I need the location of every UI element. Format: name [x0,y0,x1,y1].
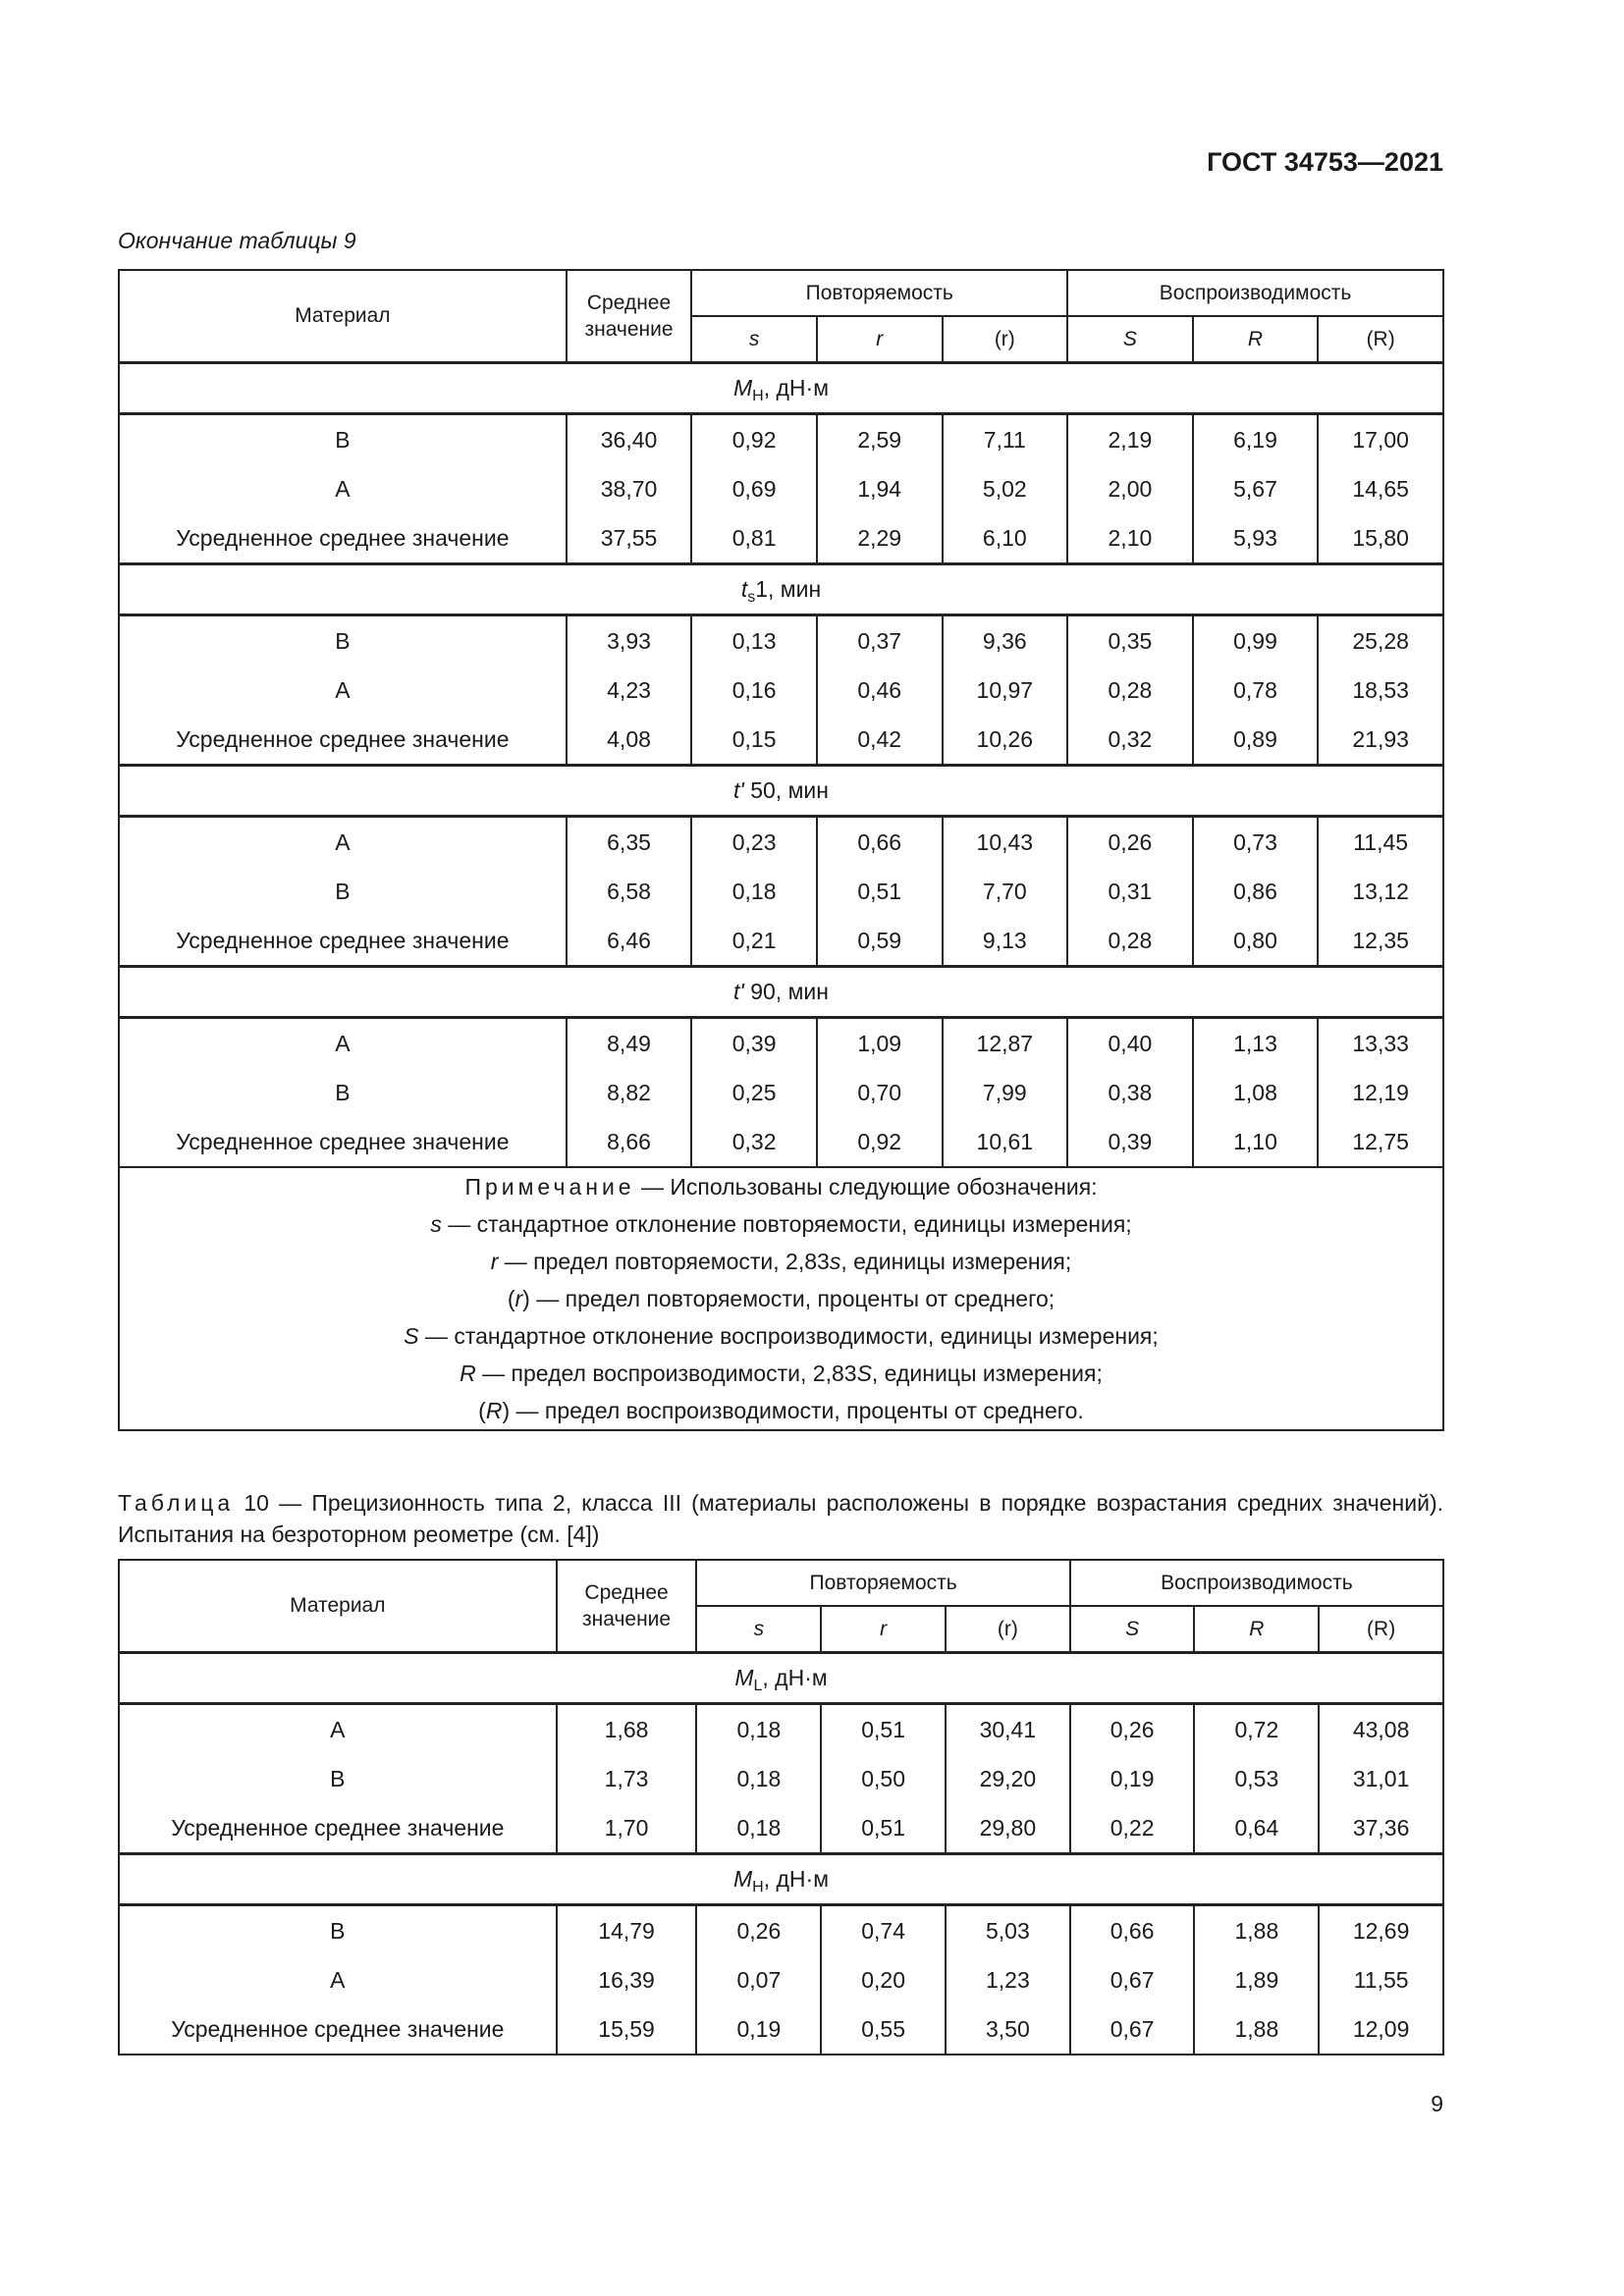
value-cell: 2,00 [1067,464,1193,513]
note-text-2: , единицы измерения; [840,1249,1072,1274]
value-cell: 18,53 [1318,666,1443,715]
value-cell: 12,69 [1319,1905,1443,1956]
value-cell: 0,81 [691,513,817,564]
value-cell: 11,55 [1319,1955,1443,2004]
header-mean [567,270,692,363]
note-line [120,1392,1442,1429]
section-symbol: t' [733,777,744,803]
note-items [120,1205,1442,1429]
value-cell: 0,74 [821,1905,946,1956]
note-line [120,1317,1442,1355]
value-cell: 29,20 [946,1754,1070,1803]
document-code: ГОСТ 34753—2021 [1207,147,1443,177]
value-cell: 0,15 [691,715,817,766]
value-cell: 7,11 [943,414,1068,465]
value-cell: 1,23 [946,1955,1070,2004]
table-row [119,1905,1443,1956]
value-cell: 43,08 [1319,1704,1443,1755]
value-cell: 10,61 [943,1117,1068,1167]
value-cell: 0,18 [696,1754,821,1803]
value-cell: 4,08 [567,715,692,766]
value-cell: 0,21 [691,916,817,967]
value-cell: 0,80 [1193,916,1319,967]
value-cell: 3,50 [946,2004,1070,2055]
value-cell: 5,03 [946,1905,1070,1956]
value-cell: 0,18 [696,1803,821,1854]
value-cell: 16,39 [557,1955,697,2004]
header-mean [557,1560,697,1653]
value-cell: 0,26 [1070,1704,1195,1755]
note-line [120,1243,1442,1280]
section-symbol: M [732,375,753,400]
value-cell: 2,10 [1067,513,1193,564]
value-cell: 0,38 [1067,1068,1193,1117]
value-cell: 1,94 [817,464,943,513]
value-cell: 2,19 [1067,414,1193,465]
value-cell: 4,23 [567,666,692,715]
value-cell: 0,07 [696,1955,821,2004]
header-r-percent: (r) [943,316,1068,363]
material-cell: A [119,464,567,513]
section-title [119,564,1443,615]
note-prefix: ( [507,1286,515,1311]
value-cell: 5,67 [1193,464,1319,513]
value-cell: 0,50 [821,1754,946,1803]
note-intro [120,1168,1442,1205]
value-cell: 2,59 [817,414,943,465]
value-cell: 0,66 [1070,1905,1195,1956]
table-row [119,817,1443,868]
note-label: Примечание [464,1174,635,1200]
value-cell: 37,55 [567,513,692,564]
value-cell: 0,26 [1067,817,1193,868]
value-cell: 12,87 [943,1018,1068,1069]
value-cell: 9,36 [943,615,1068,667]
material-cell: B [119,1754,557,1803]
header-repeatability: Повторяемость [691,270,1067,316]
value-cell: 1,08 [1193,1068,1319,1117]
note-text: ) — предел воспроизводимости, проценты от среднего. [502,1398,1084,1423]
table-9-continuation-caption: Окончание таблицы 9 [118,228,356,253]
value-cell: 0,39 [691,1018,817,1069]
value-cell: 0,51 [817,867,943,916]
table-row [119,1018,1443,1069]
value-cell: 1,09 [817,1018,943,1069]
table-row [119,715,1443,766]
note-symbol: R [460,1361,476,1386]
section-header-row [119,564,1443,615]
table-note-cell [119,1167,1443,1430]
value-cell: 1,88 [1194,2004,1319,2055]
value-cell: 31,01 [1319,1754,1443,1803]
section-subscript: s [747,589,756,606]
table-row [119,513,1443,564]
material-cell: B [119,867,567,916]
material-cell: B [119,1905,557,1956]
value-cell: 0,26 [696,1905,821,1956]
note-prefix: ( [478,1398,486,1423]
table-row [119,1955,1443,2004]
value-cell: 14,65 [1318,464,1443,513]
note-symbol: R [485,1398,503,1423]
value-cell: 13,12 [1318,867,1443,916]
value-cell: 9,13 [943,916,1068,967]
section-title [119,967,1443,1018]
section-subscript: H [752,1879,764,1896]
value-cell: 5,93 [1193,513,1319,564]
section-unit: 1, мин [755,576,822,602]
header-reproducibility: Воспроизводимость [1070,1560,1443,1606]
table-row [119,867,1443,916]
value-cell: 6,10 [943,513,1068,564]
value-cell: 7,99 [943,1068,1068,1117]
table-9 [118,269,1444,1431]
header-R: R [1193,316,1319,363]
value-cell: 7,70 [943,867,1068,916]
header-r: r [817,316,943,363]
material-cell: A [119,666,567,715]
material-cell: Усредненное среднее значение [119,513,567,564]
material-cell: Усредненное среднее значение [119,916,567,967]
value-cell: 6,46 [567,916,692,967]
value-cell: 10,26 [943,715,1068,766]
value-cell: 0,18 [691,867,817,916]
material-cell: A [119,817,567,868]
note-symbol-2: s [829,1249,841,1274]
page-number: 9 [1431,2091,1443,2116]
material-cell: A [119,1018,567,1069]
header-R-percent: (R) [1318,316,1443,363]
value-cell: 10,43 [943,817,1068,868]
table-row [119,1754,1443,1803]
note-text: — предел воспроизводимости, 2,83 [475,1361,857,1386]
table-10-caption-text: 10 — Прецизионность типа 2, класса III (материалы расположены в порядке возрастания средних значений). Испытания на безроторном реометре (см. [4]) [118,1490,1443,1547]
note-intro-text: — Использованы следующие обозначения: [634,1174,1098,1200]
note-text: ) — предел повторяемости, проценты от среднего; [522,1286,1056,1311]
material-cell: B [119,1068,567,1117]
note-symbol-2: S [856,1361,872,1386]
section-symbol: t' [733,979,744,1004]
header-material: Материал [119,270,567,363]
value-cell: 38,70 [567,464,692,513]
value-cell: 29,80 [946,1803,1070,1854]
material-cell: B [119,414,567,465]
value-cell: 0,92 [691,414,817,465]
header-S: S [1070,1606,1195,1653]
table-row [119,414,1443,465]
value-cell: 0,16 [691,666,817,715]
value-cell: 0,31 [1067,867,1193,916]
header-R: R [1194,1606,1319,1653]
value-cell: 0,25 [691,1068,817,1117]
header-material: Материал [119,1560,557,1653]
value-cell: 0,22 [1070,1803,1195,1854]
note-text: — стандартное отклонение воспроизводимости, единицы измерения; [418,1323,1159,1349]
value-cell: 1,70 [557,1803,697,1854]
value-cell: 0,18 [696,1704,821,1755]
header-r-percent: (r) [946,1606,1070,1653]
value-cell: 37,36 [1319,1803,1443,1854]
value-cell: 3,93 [567,615,692,667]
value-cell: 0,72 [1194,1704,1319,1755]
value-cell: 8,82 [567,1068,692,1117]
value-cell: 1,13 [1193,1018,1319,1069]
table-row [119,1117,1443,1167]
material-cell: Усредненное среднее значение [119,1803,557,1854]
value-cell: 6,58 [567,867,692,916]
value-cell: 0,73 [1193,817,1319,868]
section-unit: , дН·м [763,375,830,400]
section-title [119,363,1443,414]
value-cell: 0,32 [1067,715,1193,766]
value-cell: 8,49 [567,1018,692,1069]
header-R-percent: (R) [1319,1606,1443,1653]
note-symbol: s [430,1211,442,1237]
value-cell: 0,67 [1070,2004,1195,2055]
material-cell: Усредненное среднее значение [119,715,567,766]
header-s: s [696,1606,821,1653]
note-line [120,1280,1442,1317]
table-row [119,2004,1443,2055]
value-cell: 12,09 [1319,2004,1443,2055]
section-unit: 50, мин [743,777,829,803]
value-cell: 0,19 [1070,1754,1195,1803]
value-cell: 0,66 [817,817,943,868]
table-row [119,615,1443,667]
section-symbol: M [732,1866,753,1892]
value-cell: 36,40 [567,414,692,465]
material-cell: A [119,1955,557,2004]
value-cell: 12,75 [1318,1117,1443,1167]
value-cell: 15,80 [1318,513,1443,564]
value-cell: 0,64 [1194,1803,1319,1854]
section-subscript: L [753,1678,763,1694]
section-header-row [119,766,1443,817]
section-title [119,1653,1443,1704]
header-mean-line2: значение [584,318,674,341]
value-cell: 1,88 [1194,1905,1319,1956]
header-repeatability: Повторяемость [696,1560,1069,1606]
value-cell: 0,70 [817,1068,943,1117]
value-cell: 1,73 [557,1754,697,1803]
value-cell: 0,55 [821,2004,946,2055]
section-header-row [119,967,1443,1018]
value-cell: 6,35 [567,817,692,868]
value-cell: 0,20 [821,1955,946,2004]
value-cell: 0,39 [1067,1117,1193,1167]
value-cell: 0,51 [821,1704,946,1755]
value-cell: 0,86 [1193,867,1319,916]
header-reproducibility: Воспроизводимость [1067,270,1443,316]
header-s: s [691,316,817,363]
value-cell: 0,53 [1194,1754,1319,1803]
note-text: — стандартное отклонение повторяемости, единицы измерения; [441,1211,1132,1237]
table-row [119,1803,1443,1854]
section-symbol: M [734,1665,754,1690]
material-cell: B [119,615,567,667]
note-symbol: S [404,1323,419,1349]
value-cell: 13,33 [1318,1018,1443,1069]
value-cell: 0,23 [691,817,817,868]
value-cell: 0,67 [1070,1955,1195,2004]
value-cell: 8,66 [567,1117,692,1167]
table-note [119,1167,1443,1430]
value-cell: 0,99 [1193,615,1319,667]
material-cell: Усредненное среднее значение [119,2004,557,2055]
value-cell: 1,89 [1194,1955,1319,2004]
note-symbol: r [514,1286,523,1311]
value-cell: 1,10 [1193,1117,1319,1167]
value-cell: 0,51 [821,1803,946,1854]
value-cell: 12,35 [1318,916,1443,967]
value-cell: 25,28 [1318,615,1443,667]
value-cell: 30,41 [946,1704,1070,1755]
value-cell: 0,59 [817,916,943,967]
table-row [119,1704,1443,1755]
section-title [119,766,1443,817]
value-cell: 0,35 [1067,615,1193,667]
table-10-caption [118,1487,1443,1550]
note-symbol: r [490,1249,499,1274]
table-row [119,1068,1443,1117]
value-cell: 21,93 [1318,715,1443,766]
value-cell: 0,92 [817,1117,943,1167]
value-cell: 2,29 [817,513,943,564]
value-cell: 0,42 [817,715,943,766]
table-10 [118,1559,1444,2056]
section-title [119,1854,1443,1905]
section-symbol: t [740,576,748,602]
section-unit: , дН·м [762,1665,828,1690]
value-cell: 0,19 [696,2004,821,2055]
table-10-caption-label: Таблица [118,1490,235,1516]
section-header-row [119,1653,1443,1704]
table-row [119,666,1443,715]
value-cell: 0,13 [691,615,817,667]
header-mean-line1: Среднее [586,292,672,314]
value-cell: 0,37 [817,615,943,667]
value-cell: 0,32 [691,1117,817,1167]
value-cell: 5,02 [943,464,1068,513]
material-cell: A [119,1704,557,1755]
note-line [120,1205,1442,1243]
material-cell: Усредненное среднее значение [119,1117,567,1167]
value-cell: 0,78 [1193,666,1319,715]
value-cell: 17,00 [1318,414,1443,465]
header-r: r [821,1606,946,1653]
value-cell: 0,46 [817,666,943,715]
note-line [120,1355,1442,1392]
header-S: S [1067,316,1193,363]
value-cell: 0,28 [1067,666,1193,715]
value-cell: 0,89 [1193,715,1319,766]
note-text-2: , единицы измерения; [871,1361,1103,1386]
value-cell: 0,69 [691,464,817,513]
value-cell: 0,40 [1067,1018,1193,1069]
value-cell: 12,19 [1318,1068,1443,1117]
header-mean-line1: Среднее [584,1581,669,1604]
value-cell: 10,97 [943,666,1068,715]
value-cell: 6,19 [1193,414,1319,465]
section-header-row [119,363,1443,414]
section-unit: , дН·м [763,1866,830,1892]
section-subscript: H [752,388,764,404]
value-cell: 0,28 [1067,916,1193,967]
section-unit: 90, мин [743,979,829,1004]
table-row [119,916,1443,967]
value-cell: 15,59 [557,2004,697,2055]
header-mean-line2: значение [582,1608,672,1630]
note-text: — предел повторяемости, 2,83 [498,1249,830,1274]
value-cell: 14,79 [557,1905,697,1956]
value-cell: 11,45 [1318,817,1443,868]
value-cell: 1,68 [557,1704,697,1755]
table-row [119,464,1443,513]
section-header-row [119,1854,1443,1905]
